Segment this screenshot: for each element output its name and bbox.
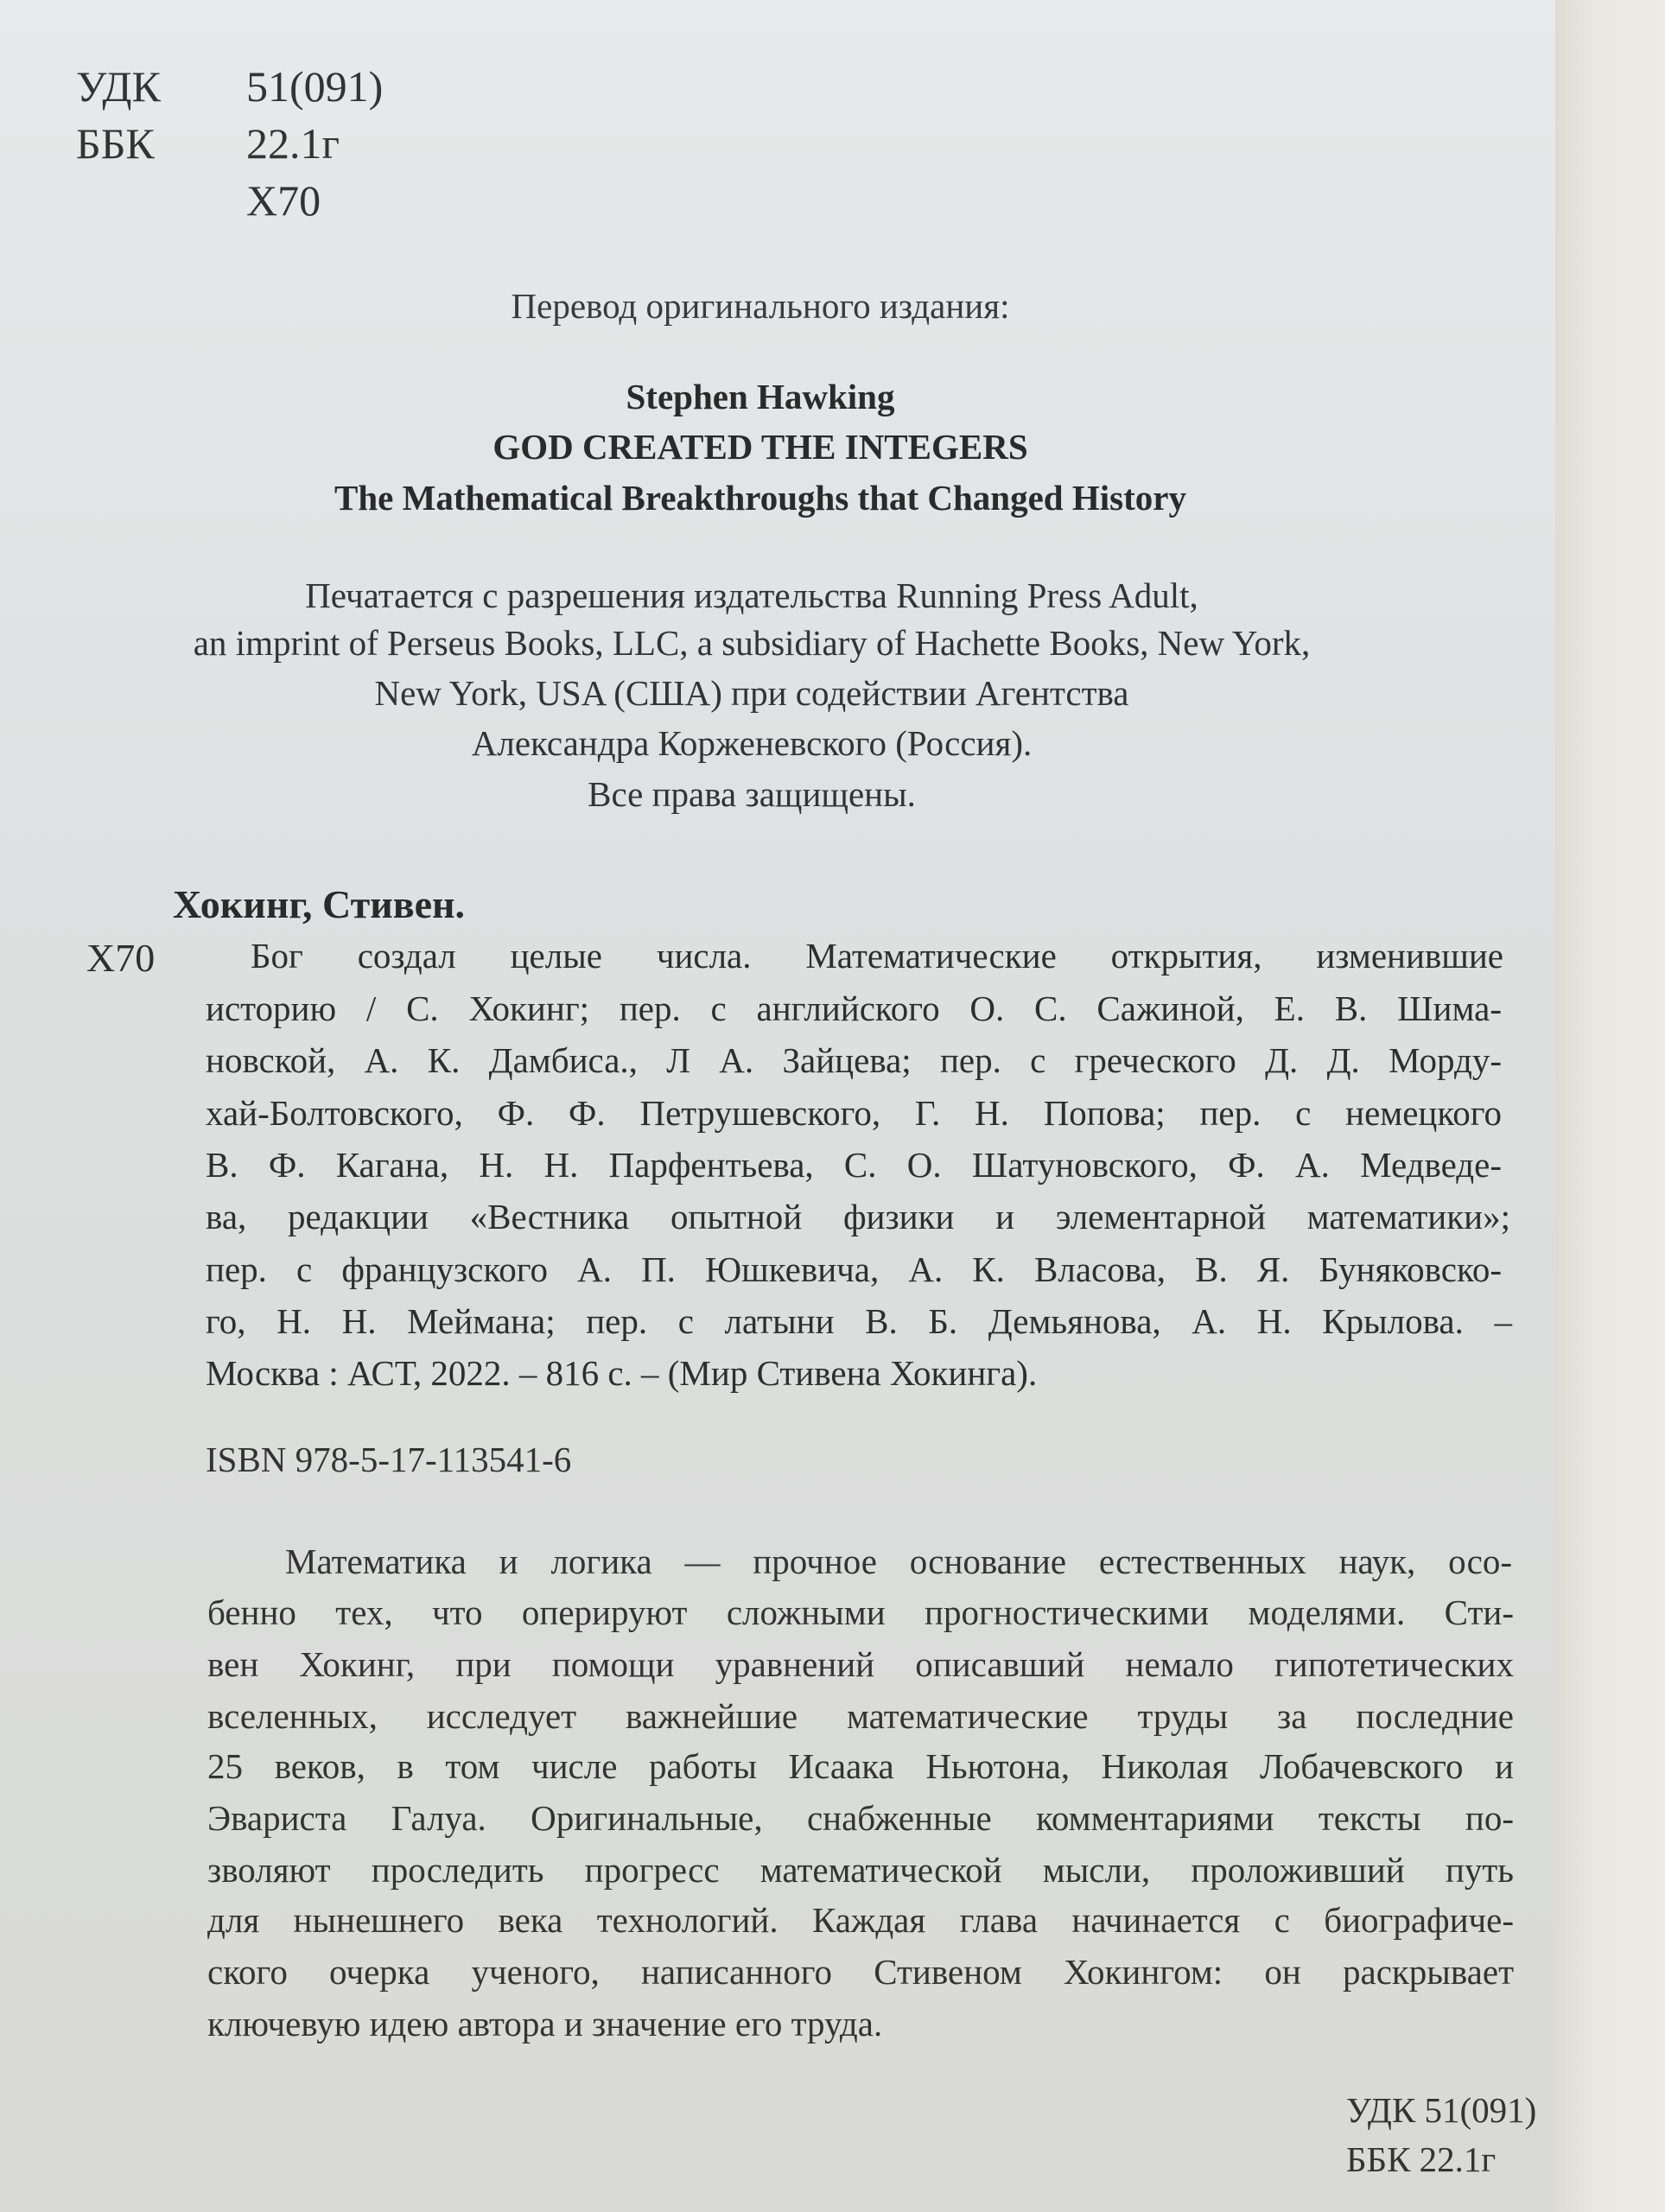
annotation-line: ключевую идею автора и значение его труда. bbox=[207, 2004, 883, 2044]
biblio-line: новской, А. К. Дамбиса., Л А. Зайцева; пер. с греческого Д. Д. Морду- bbox=[206, 1040, 1502, 1080]
author-heading: Хокинг, Стивен. bbox=[173, 882, 465, 926]
author-mark-top: Х70 bbox=[246, 176, 321, 225]
bbk-value: 22.1г bbox=[246, 119, 340, 168]
biblio-line: историю / С. Хокинг; пер. с английского О. С. Сажиной, Е. В. Шима- bbox=[206, 988, 1502, 1028]
annotation-line: бенно тех, что оперируют сложными прогностическими моделями. Сти- bbox=[207, 1592, 1514, 1632]
original-subtitle: The Mathematical Breakthroughs that Changed History bbox=[334, 478, 1186, 518]
annotation-line: для нынешнего века технологий. Каждая глава начинается с биографиче- bbox=[207, 1900, 1514, 1940]
original-author: Stephen Hawking bbox=[626, 377, 895, 416]
permission-line: an imprint of Perseus Books, LLC, a subsidiary of Hachette Books, New York, bbox=[193, 623, 1311, 663]
udk-value: 51(091) bbox=[246, 62, 384, 111]
annotation-line: 25 веков, в том числе работы Исаака Ньютона, Николая Лобачевского и bbox=[207, 1746, 1514, 1786]
original-title: GOD CREATED THE INTEGERS bbox=[493, 427, 1028, 467]
udk-bottom: УДК 51(091) bbox=[1346, 2090, 1537, 2130]
isbn: ISBN 978-5-17-113541-6 bbox=[206, 1440, 572, 1479]
author-mark: Х70 bbox=[86, 936, 156, 980]
annotation-line: Эвариста Галуа. Оригинальные, снабженные комментариями тексты по- bbox=[207, 1798, 1514, 1838]
annotation-line: Математика и логика — прочное основание естественных наук, осо- bbox=[285, 1541, 1512, 1581]
adjacent-page-edge bbox=[1555, 0, 1665, 2212]
biblio-line: Бог создал целые числа. Математические открытия, изменившие bbox=[251, 936, 1503, 976]
annotation-line: вселенных, исследует важнейшие математические труды за последние bbox=[207, 1696, 1514, 1736]
udk-label: УДК bbox=[76, 62, 161, 111]
permission-line: Александра Корженевского (Россия). bbox=[471, 723, 1033, 763]
biblio-line: ва, редакции «Вестника опытной физики и элементарной математики»; bbox=[206, 1197, 1510, 1236]
translation-note: Перевод оригинального издания: bbox=[511, 286, 1010, 326]
annotation-line: вен Хокинг, при помощи уравнений описавший немало гипотетических bbox=[207, 1644, 1514, 1684]
bbk-bottom: ББК 22.1г bbox=[1346, 2139, 1497, 2179]
annotation-line: ского очерка ученого, написанного Стивеном Хокингом: он раскрывает bbox=[207, 1952, 1514, 1992]
permission-line: Печатается с разрешения издательства Running Press Adult, bbox=[305, 575, 1198, 615]
biblio-line: го, Н. Н. Меймана; пер. с латыни В. Б. Демьянова, А. Н. Крылова. – bbox=[206, 1301, 1512, 1341]
permission-line: New York, USA (США) при содействии Агентства bbox=[374, 673, 1129, 713]
bbk-label: ББК bbox=[76, 119, 155, 168]
rights-reserved: Все права защищены. bbox=[588, 774, 916, 814]
biblio-line-imprint: Москва : АСТ, 2022. – 816 с. – (Мир Стивена Хокинга). bbox=[206, 1353, 1038, 1393]
annotation-line: зволяют проследить прогресс математической мысли, проложивший путь bbox=[207, 1850, 1514, 1890]
biblio-line: хай-Болтовского, Ф. Ф. Петрушевского, Г. Н. Попова; пер. с немецкого bbox=[206, 1093, 1502, 1133]
biblio-line: пер. с французского А. П. Юшкевича, А. К. Власова, В. Я. Буняковско- bbox=[206, 1249, 1502, 1289]
biblio-line: В. Ф. Кагана, Н. Н. Парфентьева, С. О. Шатуновского, Ф. А. Медведе- bbox=[206, 1145, 1502, 1185]
